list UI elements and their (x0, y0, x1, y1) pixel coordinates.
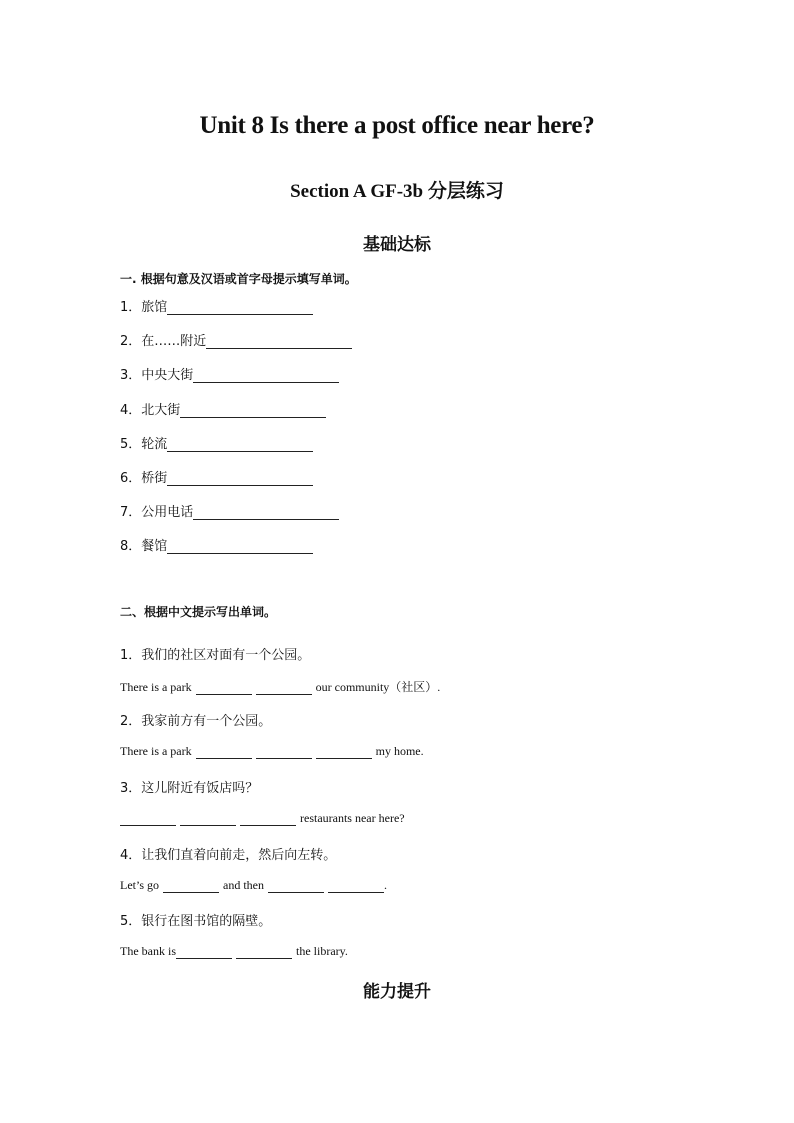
vocab-item (120, 467, 313, 486)
vocab-number: 1． (120, 300, 142, 315)
answer-blank[interactable] (167, 471, 313, 486)
vocab-number: 3． (120, 368, 142, 383)
answer-blank[interactable] (180, 813, 236, 826)
sentence-start: The bank is (120, 944, 176, 958)
sentence-end: my home. (375, 744, 424, 758)
page-subtitle: Section A GF-3b 分层练习 (290, 181, 504, 202)
vocab-prompt: 中央大街 (141, 368, 194, 383)
answer-blank[interactable] (268, 880, 324, 893)
vocab-prompt: 公用电话 (141, 505, 194, 520)
sentence-chinese: 5．银行在图书馆的隔壁。 (120, 914, 272, 929)
vocab-number: 5． (120, 437, 142, 452)
answer-blank[interactable] (163, 880, 219, 893)
answer-blank[interactable] (240, 813, 296, 826)
answer-blank[interactable] (196, 746, 252, 759)
vocab-prompt: 北大街 (141, 403, 181, 418)
sentence-chinese: 4．让我们直着向前走，然后向左转。 (120, 848, 337, 863)
vocab-prompt: 轮流 (141, 437, 168, 452)
answer-blank[interactable] (256, 746, 312, 759)
answer-blank[interactable] (256, 682, 312, 695)
sentence-middle: and then (223, 878, 264, 892)
level-heading-basic: 基础达标 (363, 235, 431, 255)
answer-blank[interactable] (316, 746, 372, 759)
sentence-english (120, 944, 348, 959)
answer-blank[interactable] (167, 539, 313, 554)
answer-blank[interactable] (206, 334, 352, 349)
sentence-end: our community（社区）. (315, 680, 441, 694)
vocab-item (120, 433, 313, 452)
sentence-start: There is a park (120, 680, 192, 694)
vocab-item (120, 296, 313, 315)
answer-blank[interactable] (193, 368, 339, 383)
sentence-english (120, 811, 405, 826)
vocab-number: 8． (120, 539, 142, 554)
sentence-end: restaurants near here? (300, 811, 405, 825)
answer-blank[interactable] (196, 682, 252, 695)
vocab-item (120, 501, 339, 520)
answer-blank[interactable] (236, 946, 292, 959)
vocab-number: 6． (120, 471, 142, 486)
vocab-prompt: 餐馆 (141, 539, 168, 554)
part2-heading: 二、根据中文提示写出单词。 (120, 605, 277, 619)
level-heading-advanced: 能力提升 (363, 982, 431, 1002)
sentence-english (120, 878, 387, 893)
sentence-english (120, 744, 424, 759)
answer-blank[interactable] (167, 300, 313, 315)
sentence-english (120, 678, 440, 695)
answer-blank[interactable] (176, 946, 232, 959)
page-title: Unit 8 Is there a post office near here? (199, 112, 595, 139)
vocab-item (120, 330, 352, 349)
vocab-prompt: 旅馆 (141, 300, 168, 315)
sentence-chinese: 3．这儿附近有饭店吗？ (120, 781, 259, 796)
answer-blank[interactable] (180, 403, 326, 418)
vocab-number: 7． (120, 505, 142, 520)
vocab-item (120, 535, 313, 554)
vocab-item (120, 399, 326, 418)
sentence-chinese: 1．我们的社区对面有一个公园。 (120, 648, 311, 663)
vocab-number: 4． (120, 403, 142, 418)
answer-blank[interactable] (328, 880, 384, 893)
sentence-start: Let’s go (120, 878, 159, 892)
vocab-prompt: 桥街 (141, 471, 168, 486)
vocab-number: 2． (120, 334, 142, 349)
sentence-start: There is a park (120, 744, 192, 758)
sentence-chinese: 2．我家前方有一个公园。 (120, 714, 272, 729)
answer-blank[interactable] (193, 505, 339, 520)
vocab-item (120, 364, 339, 383)
part1-heading: 一. 根据句意及汉语或首字母提示填写单词。 (120, 272, 357, 286)
vocab-prompt: 在……附近 (141, 334, 207, 349)
sentence-end: . (384, 878, 387, 892)
sentence-end: the library. (296, 944, 348, 958)
answer-blank[interactable] (167, 437, 313, 452)
answer-blank[interactable] (120, 813, 176, 826)
